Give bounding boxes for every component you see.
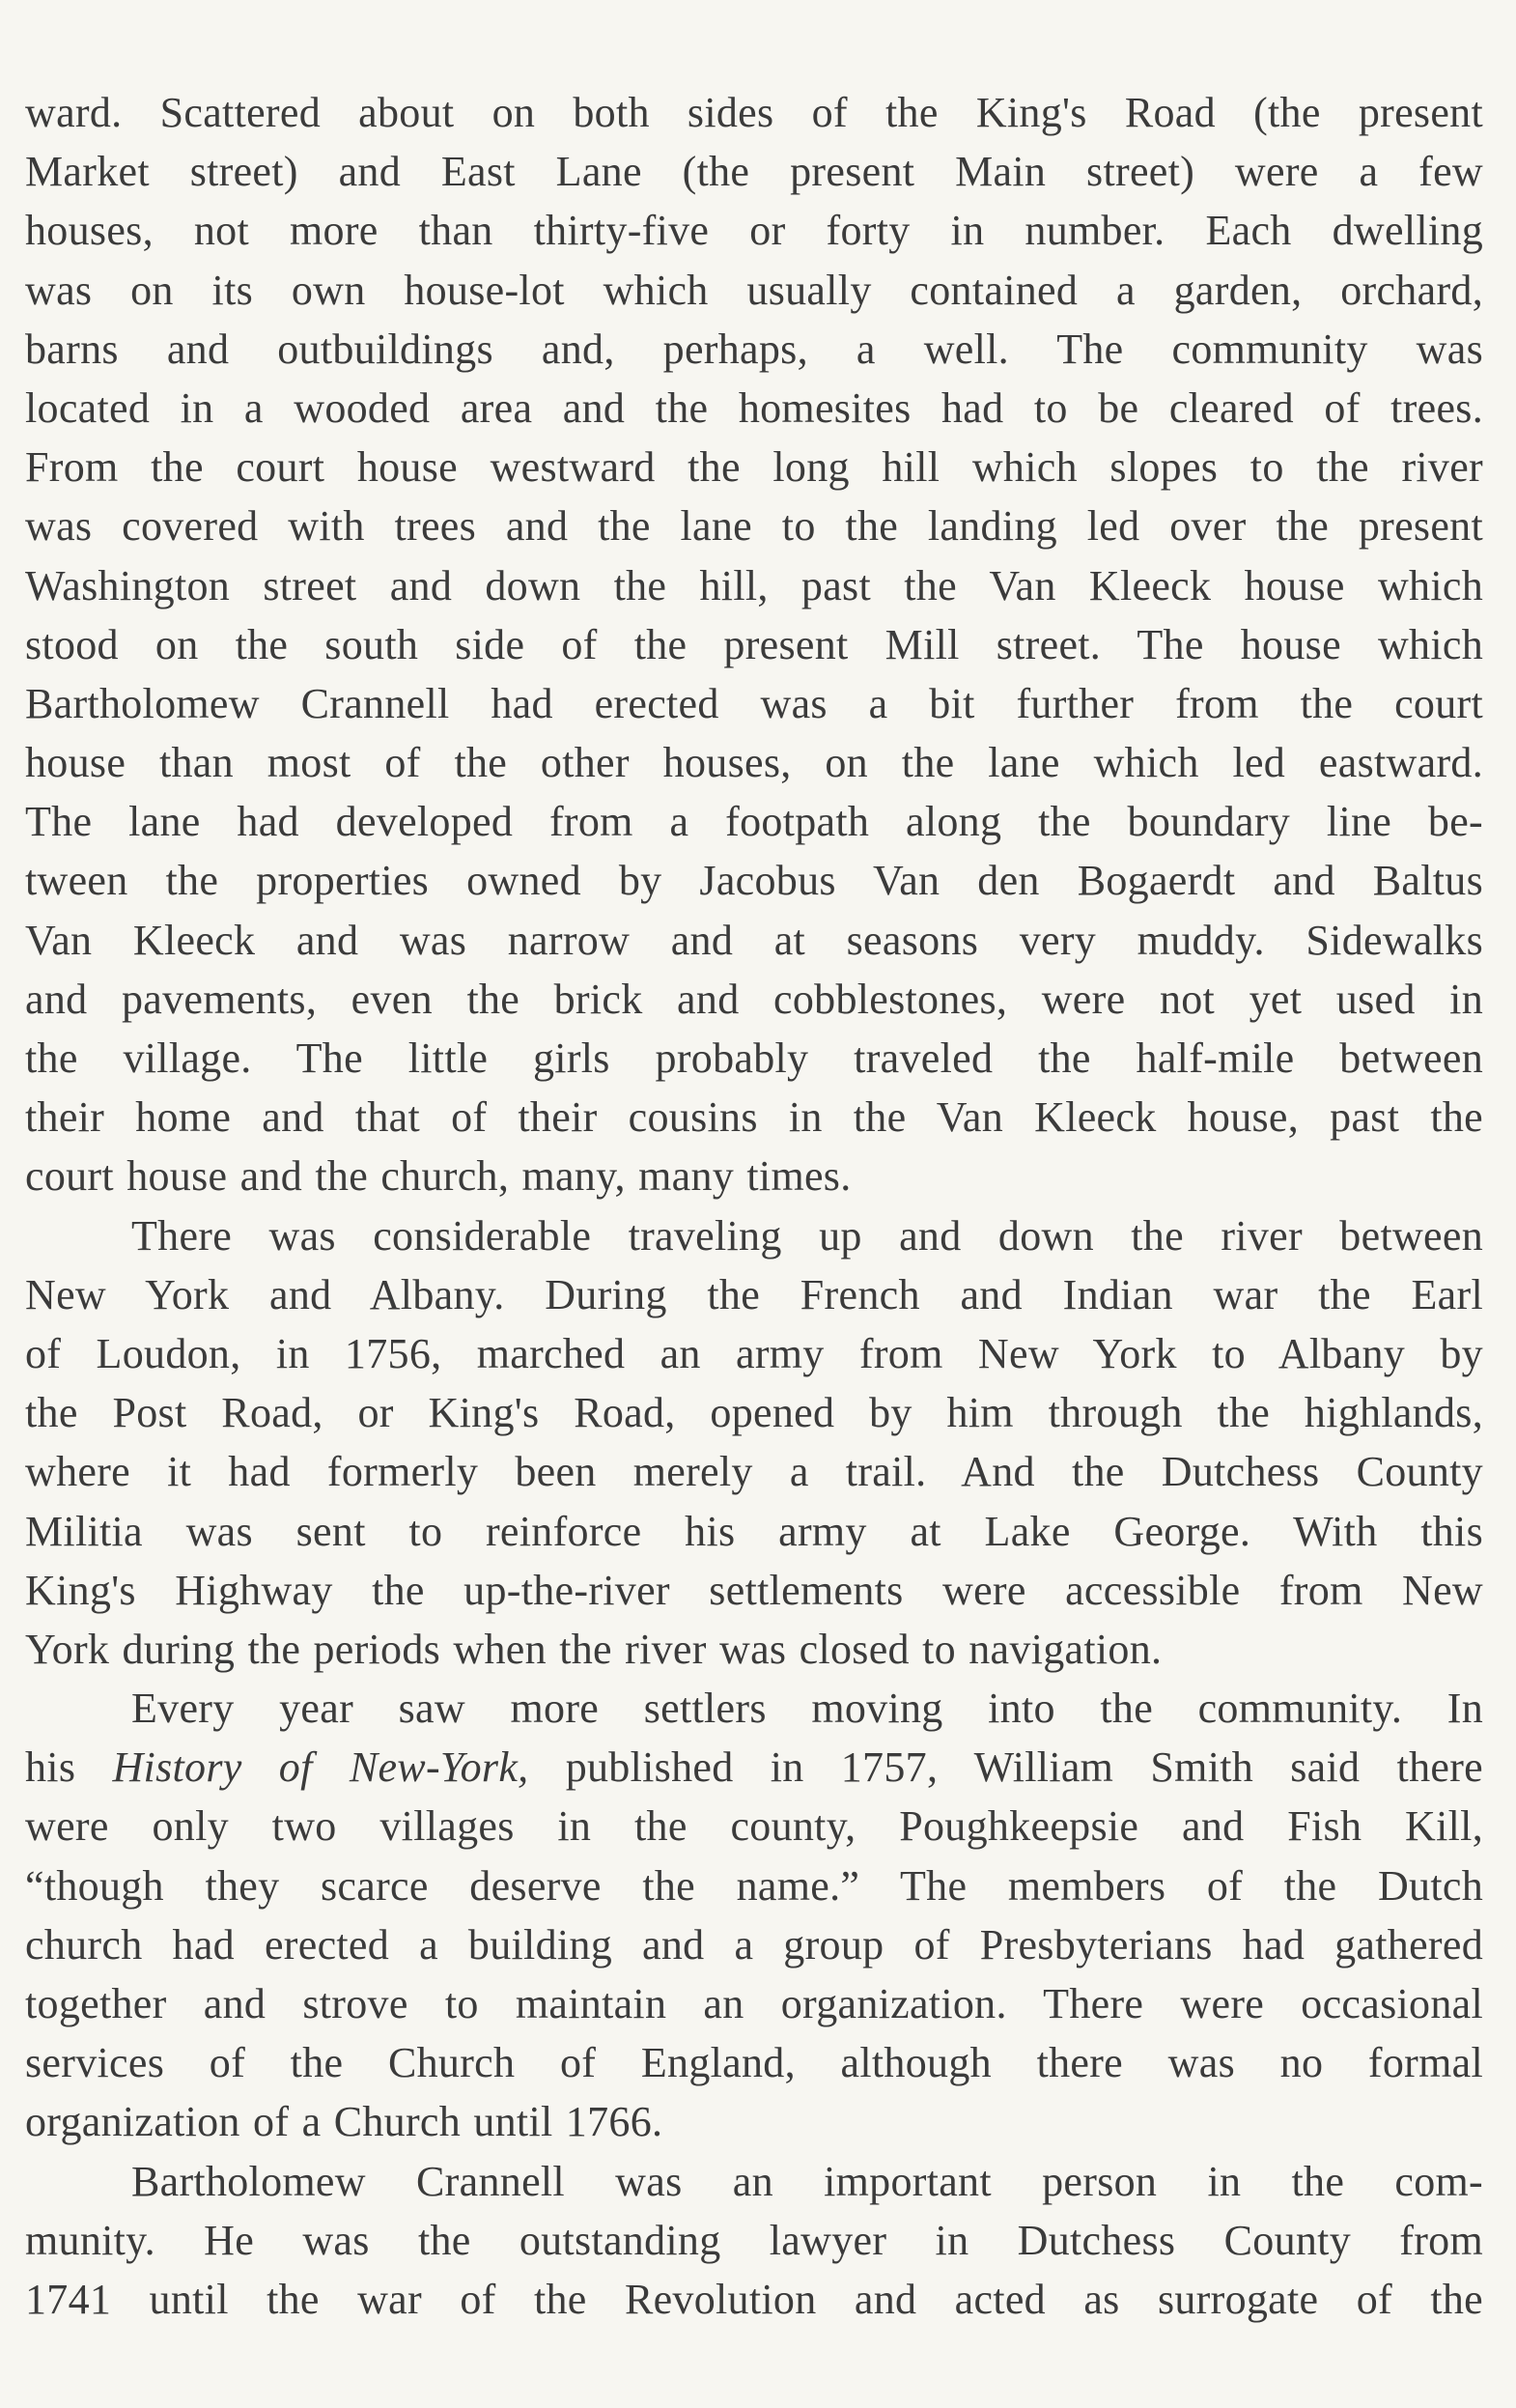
text-line: and pavements, even the brick and cobblestones, were not yet used in xyxy=(25,975,1483,1023)
body-text xyxy=(25,83,1483,2329)
text-line: Every year saw more settlers moving into the community. In xyxy=(131,1685,1483,1733)
text-line-with-title xyxy=(25,1738,1483,1797)
text-line: barns and outbuildings and, perhaps, a well. The community was xyxy=(25,325,1483,373)
text-fragment: published in 1757, William Smith said there xyxy=(528,1743,1483,1792)
text-line: Bartholomew Crannell had erected was a bit further from the court xyxy=(25,679,1483,727)
text-line: “though they scarce deserve the name.” The members of the Dutch xyxy=(25,1861,1483,1910)
text-line: their home and that of their cousins in the Van Kleeck house, past the xyxy=(25,1093,1483,1142)
text-line: There was considerable traveling up and down the river between xyxy=(131,1211,1483,1260)
paragraph-4 xyxy=(25,2152,1483,2330)
text-line: organization of a Church until 1766. xyxy=(25,2098,663,2146)
text-line: New York and Albany. During the French and Indian war the Earl xyxy=(25,1270,1483,1318)
text-line: Militia was sent to reinforce his army at Lake George. With this xyxy=(25,1507,1483,1555)
text-line: was on its own house-lot which usually contained a garden, orchard, xyxy=(25,266,1483,314)
text-line: house than most of the other houses, on the lane which led eastward. xyxy=(25,739,1483,787)
text-line: ward. Scattered about on both sides of the King's Road (the present xyxy=(25,89,1483,136)
text-line: houses, not more than thirty-five or forty in number. Each dwelling xyxy=(25,207,1483,255)
text-line: munity. He was the outstanding lawyer in Dutchess County from xyxy=(25,2216,1483,2264)
paragraph-3 xyxy=(25,1679,1483,2152)
text-line: was covered with trees and the lane to the landing led over the present xyxy=(25,502,1483,551)
text-line: the village. The little girls probably traveled the half-mile between xyxy=(25,1034,1483,1082)
text-line: services of the Church of England, although there was no formal xyxy=(25,2039,1483,2087)
text-line: of Loudon, in 1756, marched an army from New York to Albany by xyxy=(25,1329,1483,1377)
paragraph-1 xyxy=(25,83,1483,1206)
text-line: were only two villages in the county, Poughkeepsie and Fish Kill, xyxy=(25,1802,1483,1851)
text-line: together and strove to maintain an organization. There were occasional xyxy=(25,1980,1483,2027)
text-line: located in a wooded area and the homesites had to be cleared of trees. xyxy=(25,383,1483,432)
text-line: 1741 until the war of the Revolution and acted as surrogate of the xyxy=(25,2275,1483,2323)
text-line: York during the periods when the river was closed to navigation. xyxy=(25,1625,1163,1673)
text-line: From the court house westward the long hill which slopes to the river xyxy=(25,443,1483,492)
text-fragment: his xyxy=(25,1743,113,1792)
text-line: the Post Road, or King's Road, opened by him through the highlands, xyxy=(25,1389,1483,1437)
text-line: Van Kleeck and was narrow and at seasons very muddy. Sidewalks xyxy=(25,916,1483,964)
text-line: Bartholomew Crannell was an important person in the com- xyxy=(131,2157,1483,2205)
text-line: church had erected a building and a group of Presbyterians had gathered xyxy=(25,1920,1483,1969)
text-line: stood on the south side of the present Mill street. The house which xyxy=(25,620,1483,668)
book-title: History of New-York, xyxy=(112,1743,529,1792)
paragraph-2 xyxy=(25,1206,1483,1680)
text-line: where it had formerly been merely a trail. And the Dutchess County xyxy=(25,1448,1483,1496)
text-line: court house and the church, many, many times. xyxy=(25,1152,852,1201)
text-line: The lane had developed from a footpath along the boundary line be- xyxy=(25,798,1483,846)
text-line: Washington street and down the hill, past the Van Kleeck house which xyxy=(25,561,1483,609)
text-line: King's Highway the up-the-river settlements were accessible from New xyxy=(25,1566,1483,1614)
text-line: Market street) and East Lane (the present Main street) were a few xyxy=(25,148,1483,196)
text-line: tween the properties owned by Jacobus Van den Bogaerdt and Baltus xyxy=(25,857,1483,905)
